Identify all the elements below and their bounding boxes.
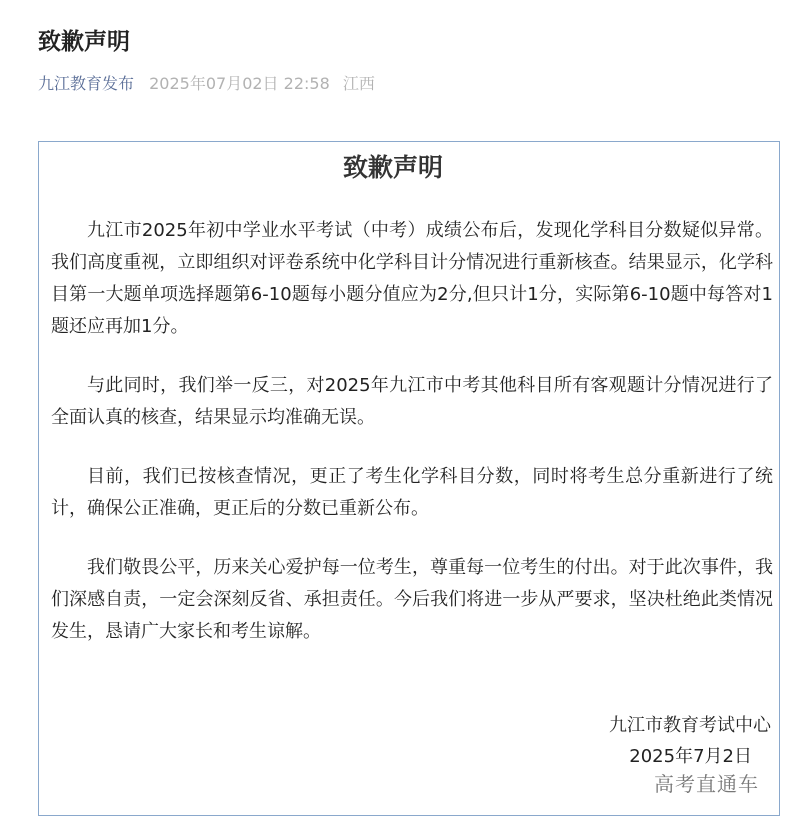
publish-region: 江西 [342, 74, 375, 93]
article-title: 致歉声明 [38, 29, 130, 55]
notice-paragraph: 我们敬畏公平，历来关心爱护每一位考生，尊重每一位考生的付出。对于此次事件，我们深感自责，一定会深刻反省、承担责任。今后我们将进一步从严要求，坚决杜绝此类情况发生，恳请广大家长和考生谅解。 [51, 557, 773, 642]
notice-heading: 致歉声明 [342, 153, 443, 182]
signature-organization: 九江市教育考试中心 [609, 715, 771, 736]
notice-body [51, 215, 773, 675]
article-meta [38, 72, 375, 96]
account-name-link[interactable]: 九江教育发布 [38, 74, 135, 93]
notice-paragraph: 与此同时，我们举一反三，对2025年九江市中考其他科目所有客观题计分情况进行了全面认真的核查，结果显示均准确无误。 [51, 375, 773, 428]
signature-date: 2025年7月2日 [629, 746, 752, 767]
notice-paragraph: 目前，我们已按核查情况，更正了考生化学科目分数，同时将考生总分重新进行了统计，确保公正准确，更正后的分数已重新公布。 [51, 466, 773, 519]
notice-paragraph: 九江市2025年初中学业水平考试（中考）成绩公布后，发现化学科目分数疑似异常。我们高度重视，立即组织对评卷系统中化学科目计分情况进行重新核查。结果显示，化学科目第一大题单项选择题第6-10题每小题分值应为2分,但只计1分，实际第6-10题中每答对1题还应再加1分。 [51, 220, 773, 337]
watermark-text: 高考直通车 [654, 772, 759, 796]
publish-datetime: 2025年07月02日 22:58 [149, 74, 330, 93]
